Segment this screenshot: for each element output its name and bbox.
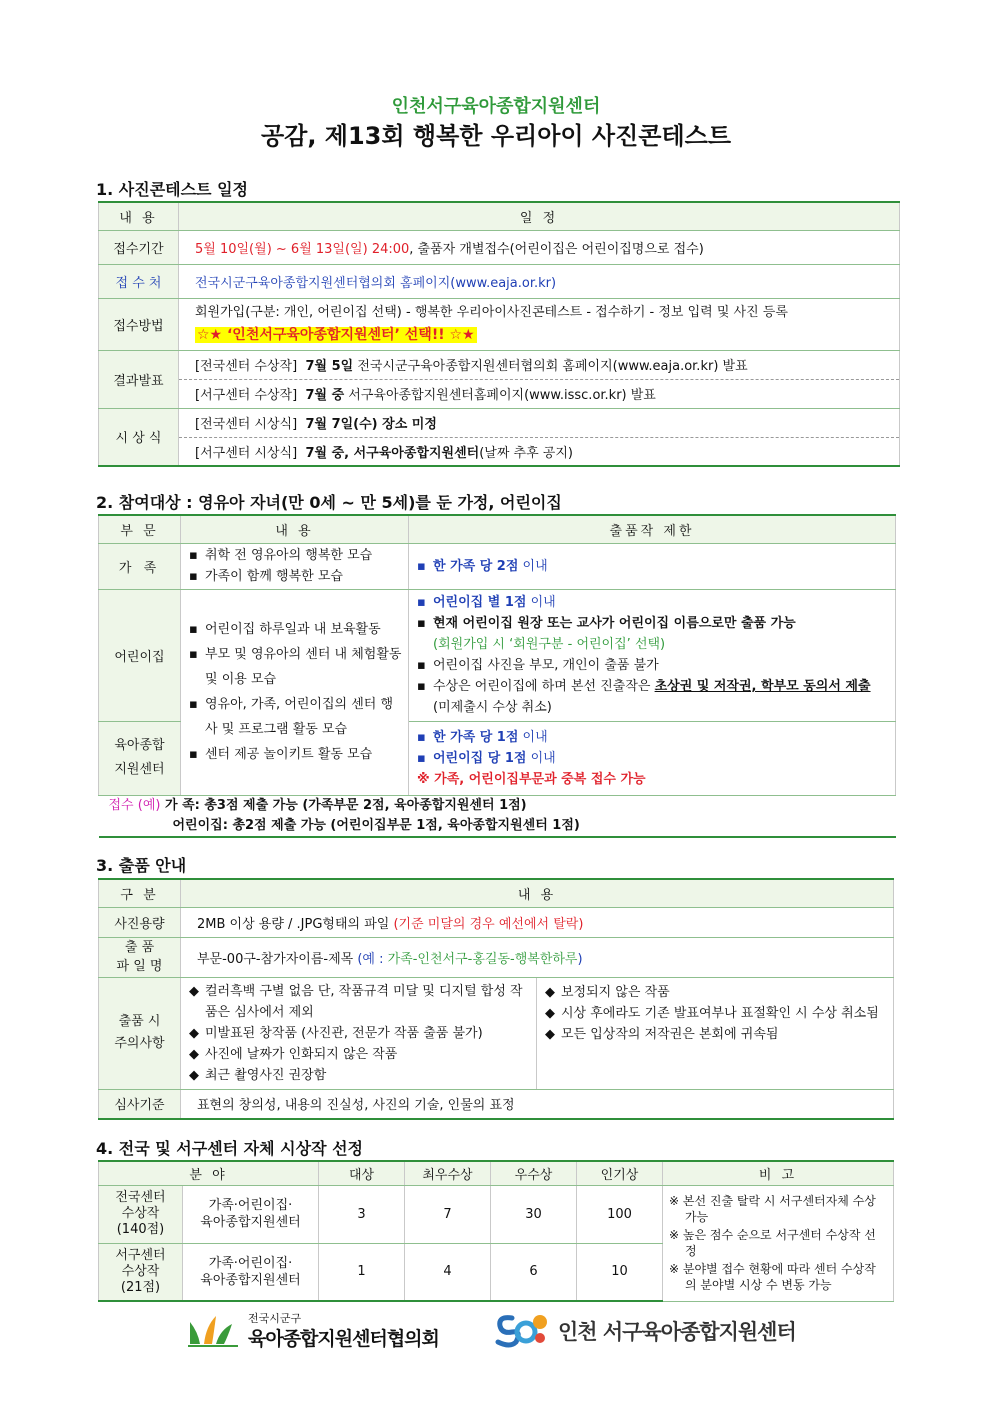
filename-value: 부문-00구-참가자이름-제목 (예 : 가족-인천서구-홍길동-행복한하루) — [181, 937, 894, 977]
caution-item: ◆ 시상 후에라도 기존 발표여부나 표절확인 시 수상 취소됨 — [545, 1005, 879, 1021]
document-title: 공감, 제13회 행복한 우리아이 사진콘테스트 — [260, 122, 732, 150]
period-label: 접수기간 — [99, 230, 179, 264]
result-seogu — [179, 379, 900, 408]
national-grand: 3 — [319, 1185, 405, 1243]
ceremony-seogu-rest: (날짜 추후 공지) — [479, 445, 573, 461]
center-label: 육아종합 지원센터 — [99, 721, 181, 795]
awards-note: ※ 높은 점수 순으로 서구센터 수상작 선정 — [669, 1228, 876, 1258]
awards-col-excellent: 우수상 — [491, 1161, 577, 1185]
organization-name: 인천서구육아종합지원센터 — [391, 96, 601, 117]
family-label: 가 족 — [99, 543, 181, 589]
caution-item: ◆ 최근 촬영사진 권장함 — [189, 1067, 327, 1083]
family-limit: ▪ 한 가족 당 2점 이내 — [409, 543, 896, 589]
filename-example: 가족-인천서구-홍길동-행복한하루 — [387, 951, 578, 967]
ceremony-seogu — [179, 437, 900, 466]
center-limit-duplicate: ※ 가족, 어린이집부문과 중복 접수 가능 — [417, 771, 646, 787]
reception-label: 접 수 처 — [99, 264, 179, 298]
caution-item: ◆ 컬러흑백 구별 없음 단, 작품규격 미달 및 디지털 합성 작품은 심사에서 제외 — [189, 983, 523, 1020]
family-limit-count: 한 가족 당 2점 — [433, 558, 519, 574]
submission-col-type: 구 분 — [99, 879, 181, 907]
ceremony-seogu-tag: [서구센터 시상식] — [195, 445, 298, 461]
family-content — [181, 543, 409, 589]
result-national-date: 7월 5일 — [305, 359, 354, 374]
result-national-tag: [전국센터 수상작] — [195, 359, 298, 374]
daycare-limit-count: 어린이집 별 1점 — [433, 595, 527, 610]
awards-col-popular: 인기상 — [577, 1161, 663, 1185]
caution-left — [181, 977, 537, 1089]
awards-col-top: 최우수상 — [405, 1161, 491, 1185]
national-awards-label: 전국센터 수상작 (140점) — [99, 1185, 183, 1243]
method-value — [179, 298, 900, 350]
daycare-limit: ▪ 어린이집 별 1점 이내 ▪ 현재 어린이집 원장 또는 교사가 어린이집 이름으로만 출품 가능 (회원가입 시 ‘회원구분 - 어린이집’ 선택) ▪ 어린이집 사진을 부모, 개인이 출품 불가 ▪ 수상은 어린이집에 하며 본선 진출작은 초상권 및 저작권, 학부모 동의서 제출 (미제출시 수상 취소) — [409, 589, 896, 721]
awards-notes — [663, 1185, 894, 1301]
national-popular: 100 — [577, 1185, 663, 1243]
result-seogu-date: 7월 중 — [305, 388, 345, 403]
schedule-col-content: 내 용 — [99, 202, 179, 230]
awards-table — [98, 1160, 894, 1302]
family-item: ▪ 가족이 함께 행복한 모습 — [189, 569, 343, 584]
ceremony-seogu-text: 7월 중, 서구육아종합지원센터 — [305, 445, 480, 461]
seogu-top: 4 — [405, 1243, 491, 1301]
seogu-grand: 1 — [319, 1243, 405, 1301]
daycare-item: ▪ 센터 제공 놀이키트 활동 모습 — [189, 747, 373, 762]
national-awards-field: 가족·어린이집· 육아종합지원센터 — [183, 1185, 319, 1243]
seogu-center-logo-icon — [492, 1308, 552, 1348]
caution-label: 출품 시 주의사항 — [99, 977, 181, 1089]
national-top: 7 — [405, 1185, 491, 1243]
daycare-limit-consent: 초상권 및 저작권, 학부모 동의서 제출 — [654, 679, 871, 694]
participation-col-limit: 출품작 제한 — [409, 515, 896, 543]
daycare-label: 어린이집 — [99, 589, 181, 721]
ceremony-national-tag: [전국센터 시상식] — [195, 417, 298, 432]
section4-heading: 4. 전국 및 서구센터 자체 시상작 선정 — [96, 1139, 364, 1158]
seogu-excellent: 6 — [491, 1243, 577, 1301]
judging-value: 표현의 창의성, 내용의 진실성, 사진의 기술, 인물의 표정 — [181, 1089, 894, 1119]
seogu-awards-label: 서구센터 수상작 (21점) — [99, 1243, 183, 1301]
caution-item: ◆ 보정되지 않은 작품 — [545, 984, 670, 1000]
seogu-popular: 10 — [577, 1243, 663, 1301]
example-daycare: 어린이집: 총2점 제출 가능 (어린이집부문 1점, 육아종합지원센터 1점) — [172, 817, 580, 833]
method-highlight: ☆★ ‘인천서구육아종합지원센터’ 선택!! ☆★ — [197, 326, 475, 343]
awards-col-grand: 대상 — [319, 1161, 405, 1185]
period-dates: 5월 10일(월) ~ 6월 13일(일) 24:00 — [195, 241, 410, 257]
schedule-table — [98, 201, 900, 467]
awards-col-note: 비 고 — [663, 1161, 894, 1185]
ceremony-national-text: 7월 7일(수) 장소 미정 — [305, 417, 437, 432]
filesize-warning: (기준 미달의 경우 예선에서 탈락) — [393, 916, 584, 932]
ceremony-national — [179, 408, 900, 437]
caution-item: ◆ 모든 입상작의 저작권은 본회에 귀속됨 — [545, 1026, 779, 1042]
section3-heading: 3. 출품 안내 — [96, 856, 187, 875]
ceremony-label: 시 상 식 — [99, 408, 179, 466]
seogu-center-logo-text: 인천 서구육아종합지원센터 — [558, 1320, 796, 1344]
filesize-value: 2MB 이상 용량 / .JPG형태의 파일 (기준 미달의 경우 예선에서 탈락) — [181, 907, 894, 937]
seogu-awards-field: 가족·어린이집· 육아종합지원센터 — [183, 1243, 319, 1301]
caution-item: ◆ 사진에 날짜가 인화되지 않은 작품 — [189, 1046, 398, 1062]
participation-col-content: 내 용 — [181, 515, 409, 543]
filename-label: 출 품 파 일 명 — [99, 937, 181, 977]
family-limit-rest: 이내 — [518, 558, 548, 574]
awards-col-field: 분 야 — [99, 1161, 319, 1185]
section2-heading: 2. 참여대상 : 영유아 자녀(만 0세 ~ 만 5세)를 둔 가정, 어린이집 — [96, 493, 562, 512]
filesize-label: 사진용량 — [99, 907, 181, 937]
center-limit: ▪ 한 가족 당 1점 이내 ▪ 어린이집 당 1점 이내 ※ 가족, 어린이집부문과 중복 접수 가능 — [409, 721, 896, 795]
period-value — [179, 230, 900, 264]
daycare-item: ▪ 어린이집 하루일과 내 보육활동 — [189, 622, 381, 637]
daycare-limit-director: 현재 어린이집 원장 또는 교사가 어린이집 이름으로만 출품 가능 — [433, 616, 796, 631]
daycare-limit-parents: 어린이집 사진을 부모, 개인이 출품 불가 — [433, 658, 659, 673]
awards-note: ※ 분야별 접수 현황에 따라 센터 수상작의 분야별 시상 수 변동 가능 — [669, 1262, 876, 1292]
method-label: 접수방법 — [99, 298, 179, 350]
result-national — [179, 350, 900, 379]
result-label: 결과발표 — [99, 350, 179, 408]
daycare-limit-note: (회원가입 시 ‘회원구분 - 어린이집’ 선택) — [433, 637, 666, 652]
participation-example — [99, 795, 896, 837]
council-logo-small: 전국시군구 — [248, 1312, 302, 1325]
council-logo-icon — [186, 1308, 242, 1348]
participation-table — [98, 514, 896, 838]
judging-label: 심사기준 — [99, 1089, 181, 1119]
participation-col-division: 부 문 — [99, 515, 181, 543]
council-logo-text: 육아종합지원센터협의회 — [248, 1328, 439, 1350]
daycare-item: ▪ 부모 및 영유아의 센터 내 체험활동 및 이용 모습 — [189, 647, 402, 687]
section1-heading: 1. 사진콘테스트 일정 — [96, 180, 248, 199]
reception-value: 전국시군구육아종합지원센터협의회 홈페이지(www.eaja.or.kr) — [179, 264, 900, 298]
result-national-text: 전국시군구육아종합지원센터협의회 홈페이지(www.eaja.or.kr) 발표 — [357, 359, 748, 374]
awards-note: ※ 본선 진출 탈락 시 서구센터자체 수상 가능 — [669, 1194, 876, 1224]
caution-item: ◆ 미발표된 창작품 (사진관, 전문가 작품 출품 불가) — [189, 1025, 483, 1041]
submission-table — [98, 878, 894, 1120]
daycare-content — [181, 589, 409, 795]
family-item: ▪ 취학 전 영유아의 행복한 모습 — [189, 548, 373, 563]
example-prefix: 접수 (예) — [108, 797, 161, 813]
method-steps: 회원가입(구분: 개인, 어린이집 선택) - 행복한 우리아이사진콘테스트 - 접수하기 - 정보 입력 및 사진 등록 — [195, 304, 788, 320]
period-rest: , 출품자 개별접수(어린이집은 어린이집명으로 접수) — [409, 241, 704, 257]
daycare-item: ▪ 영유아, 가족, 어린이집의 센터 행사 및 프로그램 활동 모습 — [189, 697, 394, 737]
result-seogu-tag: [서구센터 수상작] — [195, 388, 298, 403]
schedule-col-date: 일 정 — [179, 202, 900, 230]
submission-col-content: 내 용 — [181, 879, 894, 907]
national-excellent: 30 — [491, 1185, 577, 1243]
result-seogu-text: 서구육아종합지원센터홈페이지(www.issc.or.kr) 발표 — [348, 388, 656, 403]
example-family: 가 족: 총3점 제출 가능 (가족부문 2점, 육아종합지원센터 1점) — [160, 797, 527, 813]
caution-right — [537, 977, 894, 1089]
